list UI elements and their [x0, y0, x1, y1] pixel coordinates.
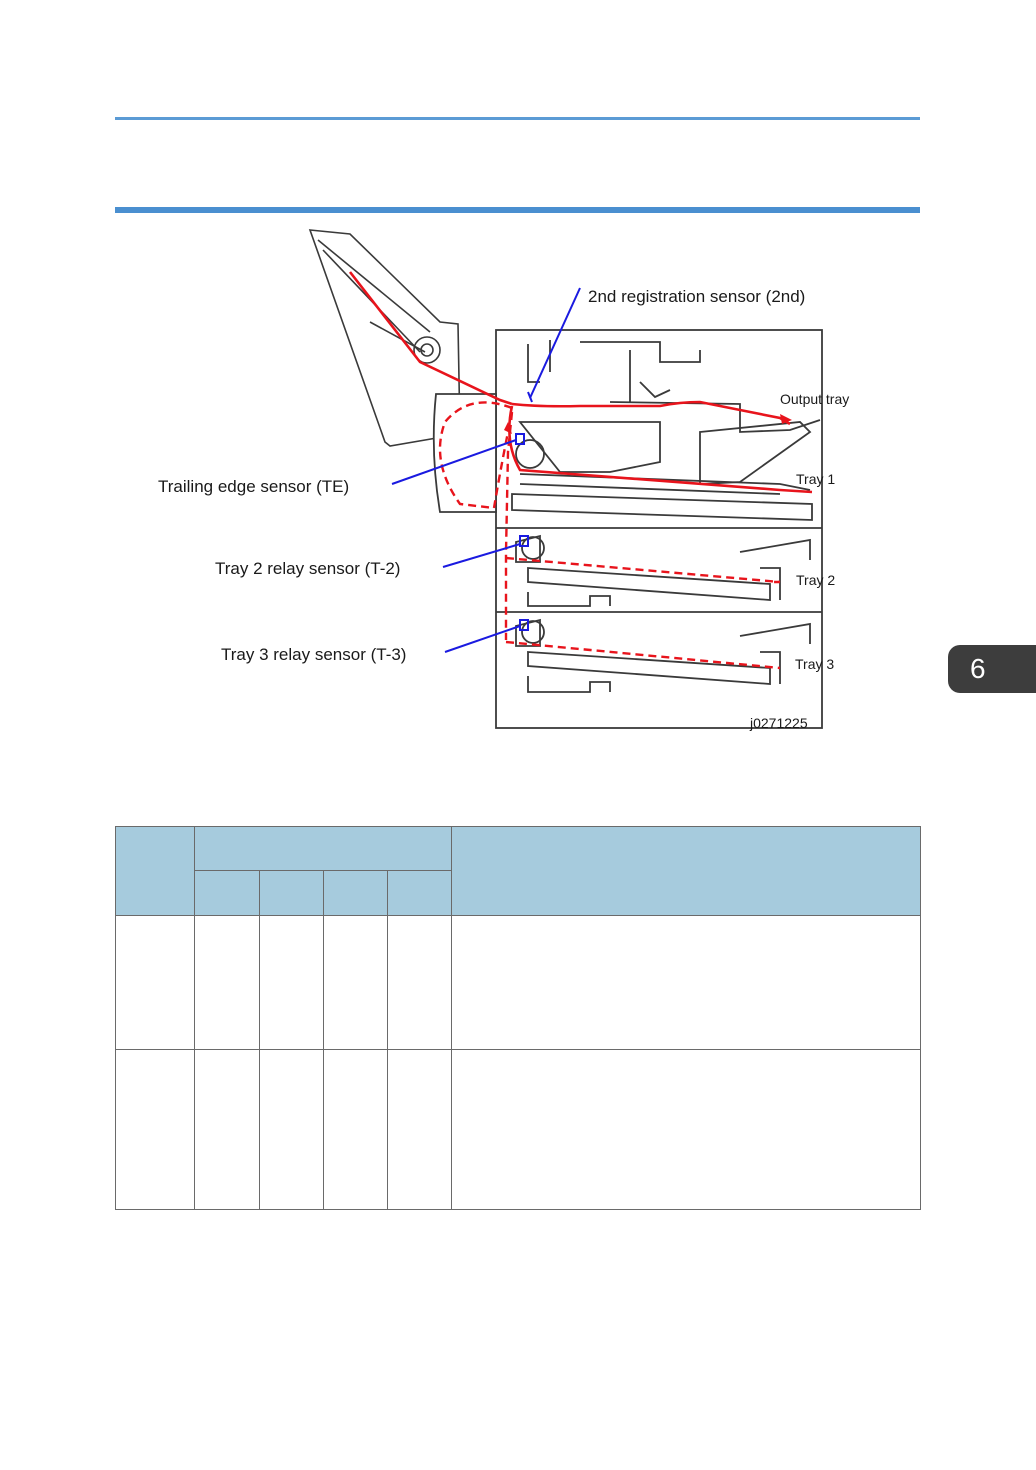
callout-trailing-edge-sensor: Trailing edge sensor (TE) — [158, 477, 350, 496]
table-header-cell — [260, 871, 324, 916]
callout-tray2-relay-sensor: Tray 2 relay sensor (T-2) — [215, 559, 401, 578]
table-header-cell — [195, 827, 452, 871]
paper-path-figure — [140, 222, 900, 742]
table-cell — [116, 916, 195, 1050]
table-cell — [324, 1050, 388, 1210]
section-heading-rule — [115, 207, 920, 213]
table-cell — [116, 1050, 195, 1210]
table-header-cell — [116, 827, 195, 916]
paper-path-diagram — [140, 222, 900, 742]
table-cell — [260, 1050, 324, 1210]
chapter-tab: 6 — [948, 645, 1036, 693]
figure-id: j0271225 — [750, 715, 808, 731]
table-cell — [452, 916, 921, 1050]
sensor-status-table — [115, 826, 921, 1210]
table-cell — [195, 1050, 260, 1210]
label-output-tray: Output tray — [780, 391, 850, 407]
table-header-cell — [452, 827, 921, 916]
table-header-cell — [195, 871, 260, 916]
table-cell — [452, 1050, 921, 1210]
table-cell — [260, 916, 324, 1050]
label-tray3: Tray 3 — [795, 656, 835, 672]
label-tray1: Tray 1 — [796, 471, 836, 487]
table-cell — [388, 916, 452, 1050]
table-row — [116, 1050, 921, 1210]
machine-body — [434, 330, 822, 728]
table-cell — [324, 916, 388, 1050]
callout-2nd-registration-sensor: 2nd registration sensor (2nd) — [588, 287, 806, 306]
header-rule — [115, 117, 920, 120]
table-cell — [195, 916, 260, 1050]
label-tray2: Tray 2 — [796, 572, 836, 588]
table-cell — [388, 1050, 452, 1210]
table-row — [116, 916, 921, 1050]
table-header-cell — [324, 871, 388, 916]
callout-tray3-relay-sensor: Tray 3 relay sensor (T-3) — [221, 645, 407, 664]
table-header-cell — [388, 871, 452, 916]
